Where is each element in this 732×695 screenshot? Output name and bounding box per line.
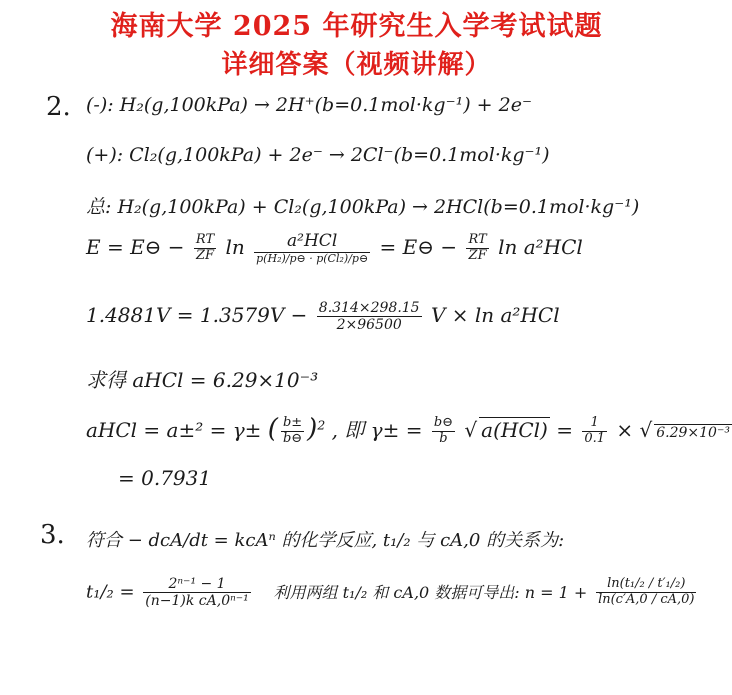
numeric-left: 1.4881V = 1.3579V − <box>86 303 308 328</box>
ln-label: ln <box>225 235 245 260</box>
zf-label: ZF <box>195 248 215 264</box>
rt-label: RT <box>195 232 215 248</box>
equals-sign: = <box>556 418 573 442</box>
numeric-numerator: 8.314×298.15 <box>318 300 420 316</box>
question-2-number: 2. <box>46 92 71 122</box>
page-title: 海南大学 2025 年研究生入学考试试题 <box>110 11 603 42</box>
half-life-left: t₁/₂ = <box>86 581 135 603</box>
b-ratio <box>281 416 304 447</box>
overall-reaction: 总: H₂(g,100kPa) + Cl₂(g,100kPa) → 2HCl(b=0.1mol·kg⁻¹) <box>86 196 640 218</box>
activity-over-pressure <box>254 232 370 265</box>
pt-one-label: 0.1 <box>584 431 605 446</box>
one-label: 1 <box>582 416 607 432</box>
cathode-reaction: (+): Cl₂(g,100kPa) + 2e⁻ → 2Cl⁻(b=0.1mol·kg⁻¹) <box>86 144 550 166</box>
nernst-equation <box>86 232 583 265</box>
gamma-mid: , 即 γ± = <box>331 418 423 442</box>
nernst-left: E = E⊖ − <box>86 235 185 260</box>
half-life-fraction <box>143 576 251 609</box>
pressure-denominator: p(H₂)/p⊖ · p(Cl₂)/p⊖ <box>256 251 369 265</box>
order-denominator: ln(c′A,0 / cA,0) <box>598 592 695 608</box>
half-life-numerator: 2ⁿ⁻¹ − 1 <box>143 576 251 593</box>
nernst-right: = E⊖ − <box>379 235 458 260</box>
half-life-denominator: (n−1)k cA,0ⁿ⁻¹ <box>145 593 249 610</box>
activity-result: 求得 aHCl = 6.29×10⁻³ <box>86 368 319 392</box>
numeric-equation <box>86 300 560 333</box>
anode-reaction: (-): H₂(g,100kPa) → 2H⁺(b=0.1mol·kg⁻¹) + 2e⁻ <box>86 94 532 116</box>
rate-law-statement: 符合 − dcA/dt = kcAⁿ 的化学反应, t₁/₂ 与 cA,0 的关系为: <box>86 530 565 551</box>
sqrt-activity: a(HCl) <box>481 418 548 442</box>
b-den: b <box>439 431 448 446</box>
zf-label-2: ZF <box>468 248 487 264</box>
order-fraction <box>596 577 696 608</box>
method-text: 利用两组 t₁/₂ 和 cA,0 数据可导出: n = 1 + <box>273 582 588 602</box>
order-numerator: ln(t₁/₂ / t′₁/₂) <box>596 577 696 593</box>
question-3-number: 3. <box>40 520 65 550</box>
one-over-point-one <box>582 416 607 447</box>
page-subtitle: 详细答案（视频讲解） <box>221 50 492 80</box>
rt-over-zf-2 <box>466 233 488 264</box>
numeric-fraction <box>317 300 422 333</box>
b-std: b⊖ <box>282 431 303 446</box>
b-pm: b± <box>282 415 303 431</box>
sqrt-value: 6.29×10⁻³ <box>656 425 730 441</box>
activity-numerator: a²HCl <box>254 232 370 253</box>
half-life-relation <box>86 576 699 609</box>
gamma-left: aHCl = a±² = γ± <box>86 418 262 442</box>
gamma-result: = 0.7931 <box>118 466 212 490</box>
times-sign: × <box>616 418 634 442</box>
rt-over-zf <box>194 233 216 264</box>
numeric-right: V × ln a²HCl <box>430 303 560 328</box>
rt-label-2: RT <box>468 232 487 248</box>
ln-activity: ln a²HCl <box>498 235 583 260</box>
bstd-over-b <box>432 416 455 447</box>
numeric-denominator: 2×96500 <box>336 317 402 334</box>
bstd-num: b⊖ <box>433 415 454 431</box>
gamma-equation: aHCl = a±² = γ± ( $\frac{b\pm}{b⊖}$ )$^2$ , 即 γ± = $\frac{b⊖}{b}$ √ a(HCl) = $\frac{1}{0.1}$ × √ 6.29×10⁻³ <box>86 414 730 446</box>
